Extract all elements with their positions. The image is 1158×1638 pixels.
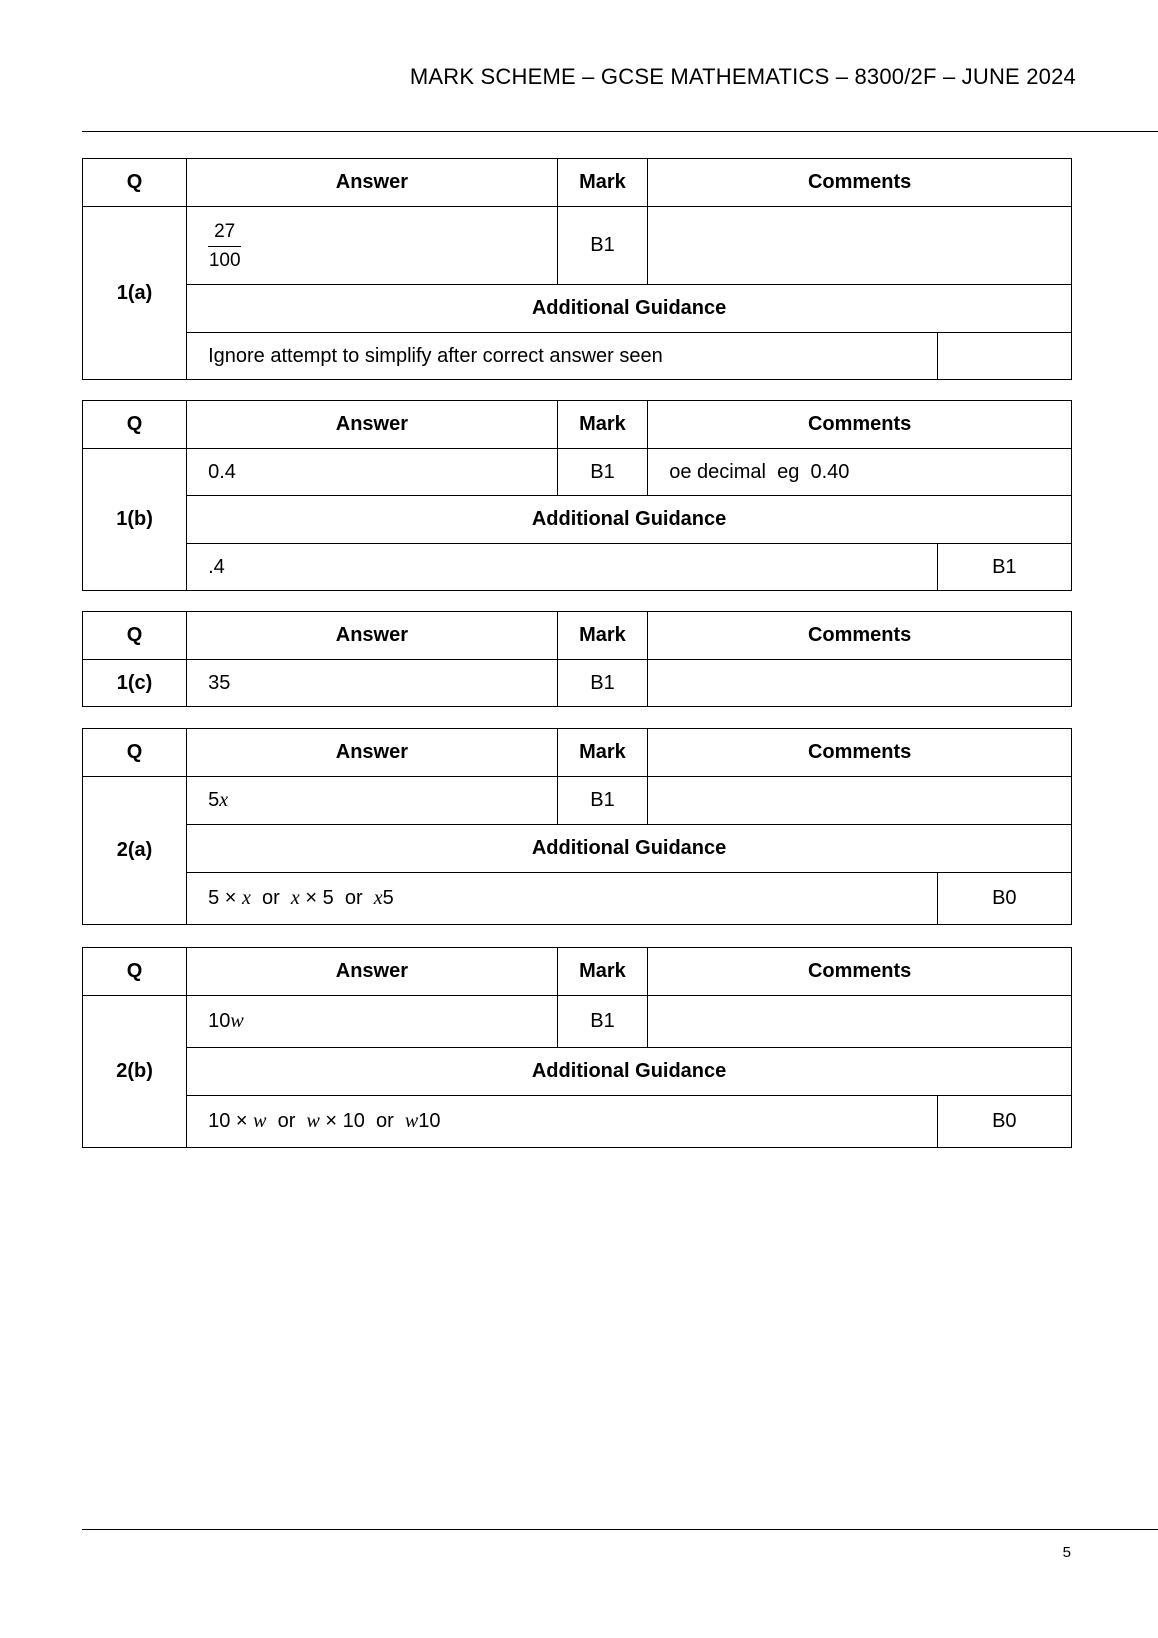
fraction-numerator: 27 [208, 221, 241, 247]
col-q-header: Q [83, 159, 187, 207]
col-comments-header: Comments [648, 612, 1072, 660]
guidance-text: 5 × x or x × 5 or x5 [187, 873, 938, 925]
answer-cell: 35 [187, 660, 558, 707]
variable-symbol: w [404, 1110, 419, 1132]
answer-cell: 10w [187, 996, 558, 1048]
col-mark-header: Mark [557, 612, 648, 660]
mark-cell: B1 [557, 449, 648, 496]
question-number: 1(c) [83, 660, 187, 707]
answer-fraction [208, 221, 241, 272]
additional-guidance-heading: Additional Guidance [187, 1048, 1072, 1096]
variable-symbol: w [230, 1010, 244, 1032]
comments-cell: oe decimal eg 0.40 [648, 449, 1072, 496]
additional-guidance-heading: Additional Guidance [187, 496, 1072, 544]
guidance-mark [937, 333, 1071, 380]
col-answer-header: Answer [187, 729, 558, 777]
mark-cell: B1 [557, 996, 648, 1048]
guidance-text: Ignore attempt to simplify after correct answer seen [187, 333, 938, 380]
mark-table-1a [82, 158, 1072, 380]
comments-cell [648, 777, 1072, 825]
mark-cell: B1 [557, 777, 648, 825]
footer-rule [82, 1529, 1158, 1530]
answer-cell: 0.4 [187, 449, 558, 496]
answer-cell: 5x [187, 777, 558, 825]
mark-cell: B1 [557, 660, 648, 707]
guidance-mark: B1 [937, 544, 1071, 591]
col-answer-header: Answer [187, 612, 558, 660]
comments-cell [648, 660, 1072, 707]
col-q-header: Q [83, 948, 187, 996]
col-answer-header: Answer [187, 948, 558, 996]
question-number: 2(b) [83, 996, 187, 1148]
col-mark-header: Mark [557, 948, 648, 996]
variable-symbol: w [306, 1110, 320, 1132]
col-comments-header: Comments [648, 729, 1072, 777]
mark-table-1c [82, 611, 1072, 707]
header-rule [82, 131, 1158, 132]
mark-table-1b [82, 400, 1072, 591]
fraction-denominator: 100 [208, 249, 241, 271]
additional-guidance-heading: Additional Guidance [187, 285, 1072, 333]
mark-table-2b [82, 947, 1072, 1148]
col-comments-header: Comments [648, 401, 1072, 449]
variable-symbol: x [290, 887, 300, 909]
col-answer-header: Answer [187, 159, 558, 207]
col-mark-header: Mark [557, 729, 648, 777]
page-header: MARK SCHEME – GCSE MATHEMATICS – 8300/2F – JUNE 2024 [409, 64, 1076, 89]
question-number: 2(a) [83, 777, 187, 925]
mark-cell: B1 [557, 207, 648, 285]
question-number: 1(b) [83, 449, 187, 591]
variable-symbol: x [242, 887, 251, 909]
question-number: 1(a) [83, 207, 187, 380]
col-q-header: Q [83, 729, 187, 777]
page-number: 5 [1062, 1544, 1071, 1561]
col-mark-header: Mark [557, 401, 648, 449]
guidance-text: 10 × w or w × 10 or w10 [187, 1096, 938, 1148]
mark-table-2a [82, 728, 1072, 925]
col-q-header: Q [83, 612, 187, 660]
answer-cell [187, 207, 558, 285]
guidance-text: .4 [187, 544, 938, 591]
comments-cell [648, 996, 1072, 1048]
col-comments-header: Comments [648, 948, 1072, 996]
variable-symbol: w [253, 1110, 267, 1132]
col-answer-header: Answer [187, 401, 558, 449]
variable-symbol: x [373, 887, 383, 909]
guidance-mark: B0 [937, 1096, 1071, 1148]
additional-guidance-heading: Additional Guidance [187, 825, 1072, 873]
col-mark-header: Mark [557, 159, 648, 207]
variable-symbol: x [219, 789, 229, 811]
col-q-header: Q [83, 401, 187, 449]
col-comments-header: Comments [648, 159, 1072, 207]
comments-cell [648, 207, 1072, 285]
guidance-mark: B0 [937, 873, 1071, 925]
